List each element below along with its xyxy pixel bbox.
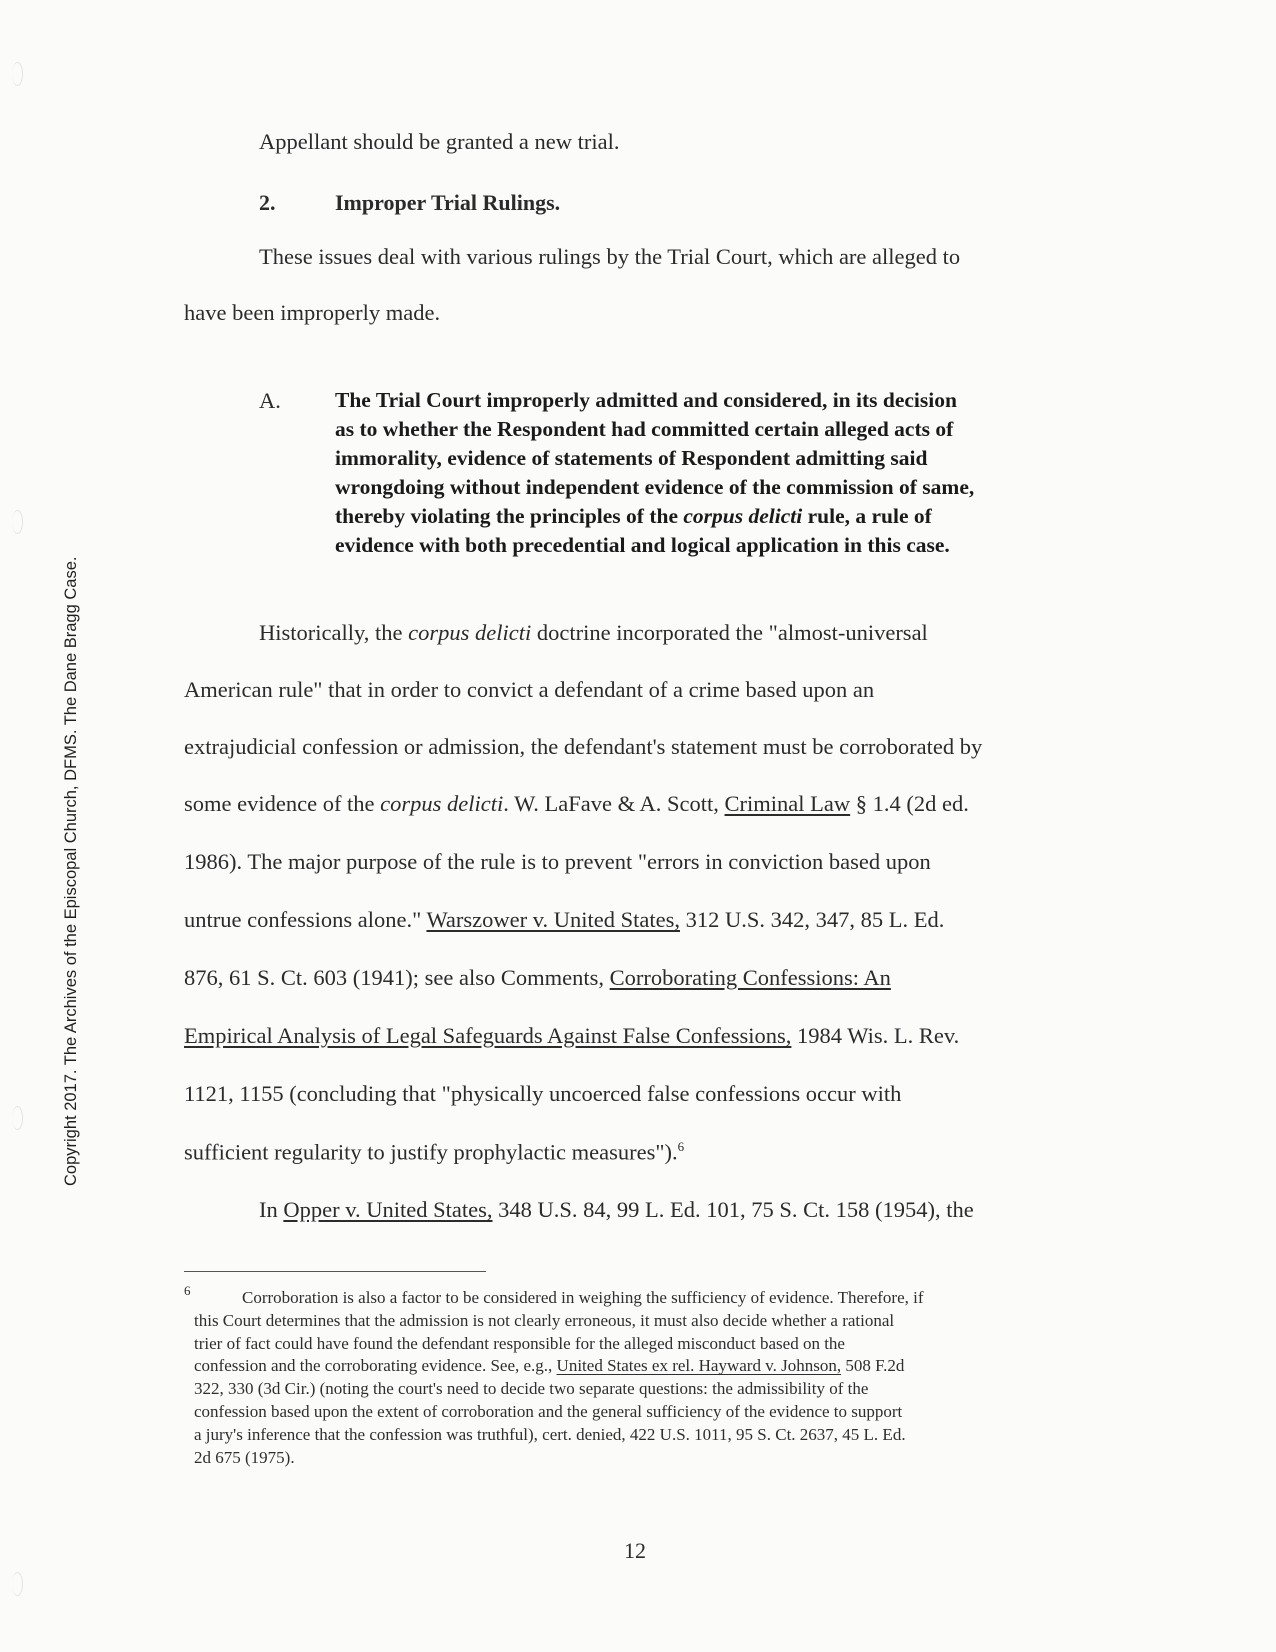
body-line: 1986). The major purpose of the rule is to prevent "errors in conviction based upon	[184, 849, 931, 874]
case-citation: Opper v. United States,	[283, 1197, 493, 1222]
latin-term: corpus delicti	[683, 504, 803, 528]
issue-label: A.	[259, 388, 281, 413]
body-line: American rule" that in order to convict a defendant of a crime based upon an	[184, 677, 875, 702]
page-number: 12	[624, 1538, 646, 1563]
latin-term: corpus delicti	[380, 791, 504, 816]
footnote-separator	[184, 1271, 486, 1272]
footnote-reference: 6	[677, 1139, 685, 1154]
section-heading: Improper Trial Rulings.	[335, 190, 561, 215]
body-line: sufficient regularity to justify prophylactic measures").$^6$	[184, 1139, 685, 1165]
footnote-line: Corroboration is also a factor to be considered in weighing the sufficiency of evidence. Therefore, if	[242, 1288, 924, 1307]
issue-heading-line: evidence with both precedential and logical application in this case.	[335, 533, 950, 557]
body-line: These issues deal with various rulings by the Trial Court, which are alleged to	[259, 244, 961, 269]
issue-heading	[335, 386, 1095, 560]
scan-mark	[12, 1572, 23, 1596]
footnote-line: confession based upon the extent of corroboration and the general sufficiency of the evidence to support	[194, 1401, 903, 1421]
issue-heading-line: wrongdoing without independent evidence of the commission of same,	[335, 475, 975, 499]
section-number: 2.	[259, 190, 276, 215]
issue-heading-line: as to whether the Respondent had committed certain alleged acts of	[335, 417, 954, 441]
body-line: untrue confessions alone." Warszower v. United States, 312 U.S. 342, 347, 85 L. Ed.	[184, 907, 945, 932]
body-line: 876, 61 S. Ct. 603 (1941); see also Comments, Corroborating Confessions: An	[184, 965, 891, 990]
issue-heading-line: thereby violating the principles of the corpus delicti rule, a rule of	[335, 504, 932, 528]
citation-title: Empirical Analysis of Legal Safeguards Against False Confessions,	[184, 1023, 792, 1048]
footnote-line: 322, 330 (3d Cir.) (noting the court's need to decide two separate questions: the admissibility of the	[194, 1379, 869, 1399]
issue-heading-line: immorality, evidence of statements of Respondent admitting said	[335, 446, 928, 470]
body-line: Empirical Analysis of Legal Safeguards Against False Confessions, 1984 Wis. L. Rev.	[184, 1023, 960, 1048]
body-line: some evidence of the corpus delicti. W. LaFave & A. Scott, Criminal Law § 1.4 (2d ed.	[184, 791, 969, 816]
scan-mark	[12, 62, 23, 86]
scan-mark	[12, 1106, 23, 1130]
footnote-line: a jury's inference that the confession was truthful), cert. denied, 422 U.S. 1011, 95 S. Ct. 2637, 45 L. Ed.	[194, 1424, 906, 1444]
footnote-line: confession and the corroborating evidence. See, e.g., United States ex rel. Hayward v. Johnson, 508 F.2d	[194, 1356, 905, 1376]
latin-term: corpus delicti	[408, 620, 532, 645]
footnote-line: this Court determines that the admission is not clearly erroneous, it must also decide whether a rational	[194, 1310, 895, 1330]
citation-title: Corroborating Confessions: An	[609, 965, 891, 990]
copyright-watermark: Copyright 2017. The Archives of the Episcopal Church, DFMS. The Dane Bragg Case.	[62, 556, 80, 1186]
issue-heading-line: The Trial Court improperly admitted and considered, in its decision	[335, 388, 957, 412]
body-line: 1121, 1155 (concluding that "physically uncoerced false confessions occur with	[184, 1081, 902, 1106]
body-line: have been improperly made.	[184, 300, 441, 325]
footnote-line: 2d 675 (1975).	[194, 1447, 295, 1467]
scan-mark	[12, 510, 23, 534]
citation-title: Criminal Law	[724, 791, 851, 816]
case-citation: United States ex rel. Hayward v. Johnson,	[556, 1356, 842, 1376]
case-citation: Warszower v. United States,	[426, 907, 681, 932]
footnote-number: 6	[184, 1283, 191, 1298]
footnote-text	[194, 1287, 1094, 1469]
body-line: In Opper v. United States, 348 U.S. 84, 99 L. Ed. 101, 75 S. Ct. 158 (1954), the	[259, 1197, 974, 1222]
body-line: Historically, the corpus delicti doctrine incorporated the "almost-universal	[259, 620, 928, 645]
footnote-line: trier of fact could have found the defendant responsible for the alleged misconduct based on the	[194, 1333, 845, 1353]
body-line: extrajudicial confession or admission, the defendant's statement must be corroborated by	[184, 734, 983, 759]
body-line: Appellant should be granted a new trial.	[259, 129, 620, 154]
